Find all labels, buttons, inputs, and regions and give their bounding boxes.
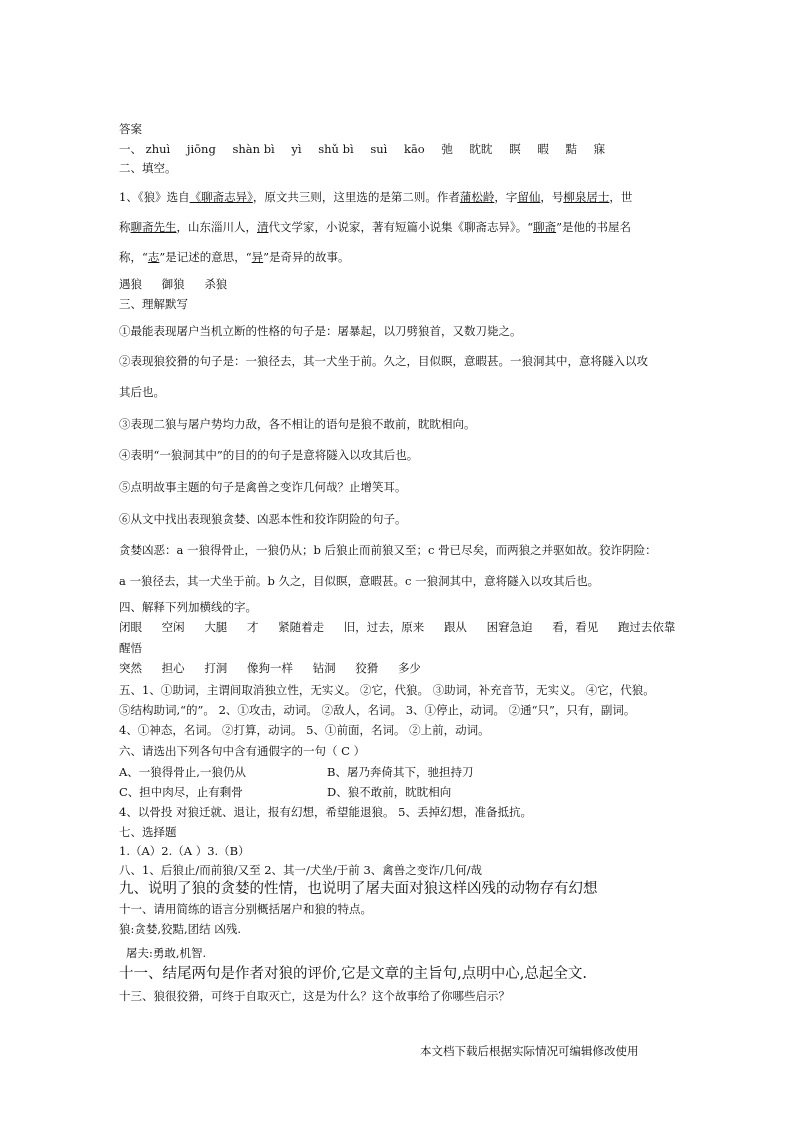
answer-item: zhuì — [145, 142, 171, 156]
underlined-answer: 志 — [147, 250, 160, 264]
section-heading: 三、理解默写 — [119, 297, 188, 311]
answer-line: ④表明“一狼洞其中”的目的的句子是意将隧入以攻其后也。 — [119, 448, 419, 462]
underlined-answer: 清 — [257, 220, 269, 234]
underlined-answer: 聊斋先生 — [130, 220, 177, 234]
answer-line: 十一、结尾两句是作者对狼的评价,它是文章的主旨句,点明中心,总起全文. — [119, 966, 587, 982]
text: ”是奇异的故事。 — [263, 250, 350, 264]
answer-line: 其后也。 — [119, 385, 165, 399]
section-heading: 四、解释下列加横线的字。 — [119, 600, 257, 614]
definition: 跟从 — [443, 620, 467, 634]
text: ”是记述的意思，“ — [159, 250, 252, 264]
section-heading: 十一、请用简练的语言分别概括屠户和狼的特点。 — [119, 902, 372, 916]
underlined-answer: 聊斋 — [533, 220, 557, 234]
fill-in-line-1 — [119, 190, 632, 204]
definition-row — [119, 661, 437, 675]
answer-item: jiōng — [186, 142, 216, 156]
text: 1、《狼》选自 — [119, 190, 190, 204]
definition: 大腿 — [204, 620, 228, 634]
underlined-answer: 留仙 — [517, 190, 541, 204]
definition: 闭眼 — [119, 620, 142, 634]
definition: 醒悟 — [119, 641, 142, 655]
underlined-answer: 异 — [251, 250, 264, 264]
footer-note: 本文档下载后根据实际情况可编辑修改使用 — [420, 1044, 639, 1058]
option-c: C、担中肉尽，止有剩骨 — [119, 785, 243, 799]
section-heading: 六、请选出下列各句中含有通假字的一句（ C ） — [119, 744, 366, 758]
underlined-answer: 《聊斋志异》 — [189, 190, 253, 204]
answer-item: 弛 — [441, 142, 453, 156]
underlined-answer: 蒲松龄 — [459, 190, 495, 204]
underlined-answer: 柳泉居士 — [563, 190, 610, 204]
answer-line: ①最能表现屠户当机立断的性格的句子是：屠暴起，以刀劈狼首，又数刀毙之。 — [119, 324, 522, 338]
text: ，山东淄川人， — [176, 220, 257, 234]
answer-line: ③表现二狼与屠户势均力敌，各不相让的语句是狼不敢前，眈眈相向。 — [119, 417, 476, 431]
option-d: D、狼不敢前，眈眈相向 — [327, 785, 452, 799]
answer-item: shàn bì — [232, 142, 275, 156]
answer-item: 眈眈 — [469, 142, 493, 156]
section-heading: 七、选择题 — [119, 825, 177, 839]
text: ，号 — [540, 190, 564, 204]
answer-item: 瞑 — [509, 142, 521, 156]
answer-line: 1.（A）2.（A ）3.（B） — [119, 844, 250, 858]
fill-in-line-2 — [119, 220, 631, 234]
answer-line: 九、说明了狼的贪婪的性情，也说明了屠夫面对狼这样凶残的动物存有幻想 — [119, 881, 598, 897]
definition: 像狗一样 — [246, 661, 293, 675]
list-item: 御狼 — [161, 277, 185, 291]
definition: 突然 — [119, 661, 142, 675]
answer-line: 狼:贪婪,狡黠,团结 凶残. — [119, 922, 241, 936]
answer-line: ⑤结构助词,“的”。 2、①攻击，动词。 ②敌人，名词。 3、①停止，动词。 ②通“只”，只有，副词。 — [119, 703, 636, 717]
definition: 跑过去依靠 — [617, 620, 676, 634]
answer-line: 4、以骨投 对狼迁就、退让，报有幻想，希望能退狼。 5、丢掉幻想，准备抵抗。 — [119, 805, 532, 819]
text: ，原文共三则，这里选的是第二则。作者 — [252, 190, 460, 204]
answer-line: 屠夫:勇敢,机智. — [126, 946, 207, 960]
definition: 狡猾 — [355, 661, 379, 675]
definition-row — [119, 620, 675, 634]
fill-in-line-3 — [119, 250, 350, 264]
text: ，世 — [609, 190, 633, 204]
section-heading: 二、填空。 — [119, 161, 177, 175]
definition: 钻洞 — [312, 661, 336, 675]
definition: 旧，过去，原来 — [343, 620, 425, 634]
answer-line: 贪婪凶恶：a 一狼得骨止，一狼仍从；b 后狼止而前狼又至；c 骨已尽矣，而两狼之并驱如故。狡诈阴险： — [119, 543, 657, 557]
answer-item: 黠 — [565, 142, 578, 156]
answer-line: 4、①神态，名词。 ②打算，动词。 5、①前面，名词。 ②上前，动词。 — [119, 723, 490, 737]
answer-item: shǔ bì — [318, 142, 354, 156]
answer-line: 八、1、后狼止/而前狼/又至 2、其一/犬坐/于前 3、禽兽之变诈/几何/哉 — [119, 863, 483, 877]
answer-line: ⑥从文中找出表现狼贪婪、凶恶本性和狡诈阴险的句子。 — [119, 512, 407, 526]
answer-item: kāo — [403, 142, 425, 156]
answer-line: 十三、狼很狡猾，可终于自取灭亡，这是为什么？这个故事给了你哪些启示？ — [119, 989, 510, 1003]
definition: 空闲 — [161, 620, 185, 634]
answer-item: yì — [291, 142, 302, 156]
text: 代文学家，小说家，著有短篇小说集《聊斋志异》。“ — [268, 220, 534, 234]
story-parts — [119, 277, 243, 291]
section-label: 一、 — [119, 142, 142, 156]
list-item: 杀狼 — [204, 277, 228, 291]
text: 称 — [119, 220, 131, 234]
text: ”是他的书屋名 — [556, 220, 632, 234]
definition: 多少 — [397, 661, 421, 675]
page-title: 答案 — [119, 122, 142, 136]
answer-line: ⑤点明故事主题的句子是禽兽之变诈几何哉？止增笑耳。 — [119, 480, 407, 494]
definition: 看，看见 — [552, 620, 599, 634]
answer-item: suì — [370, 142, 388, 156]
option-a: A、一狼得骨止,一狼仍从 — [119, 765, 246, 779]
text: ，字 — [494, 190, 518, 204]
definition: 困窘急迫 — [486, 620, 533, 634]
definition: 才 — [246, 620, 259, 634]
definition: 紧随着走 — [278, 620, 325, 634]
answer-line: a 一狼径去，其一犬坐于前。b 久之，目似瞑，意暇甚。c 一狼洞其中，意将隧入以攻其后也。 — [119, 574, 600, 588]
pinyin-answers — [119, 142, 618, 156]
answer-item: 暇 — [537, 142, 549, 156]
definition: 担心 — [161, 661, 185, 675]
definition: 打洞 — [204, 661, 228, 675]
answer-line: 五、1、①助词，主谓间取消独立性，无实义。 ②它，代狼。 ③助词，补充音节，无实义。 ④它，代狼。 — [119, 683, 655, 697]
answer-line: ②表现狼狡猾的句子是：一狼径去，其一犬坐于前。久之，目似瞑，意暇甚。一狼洞其中，意将隧入以攻 — [119, 354, 648, 368]
option-b: B、屠乃奔倚其下，驰担持刀 — [327, 765, 474, 779]
answer-item: 寐 — [593, 142, 606, 156]
list-item: 遇狼 — [119, 277, 142, 291]
text: 称，“ — [119, 250, 148, 264]
